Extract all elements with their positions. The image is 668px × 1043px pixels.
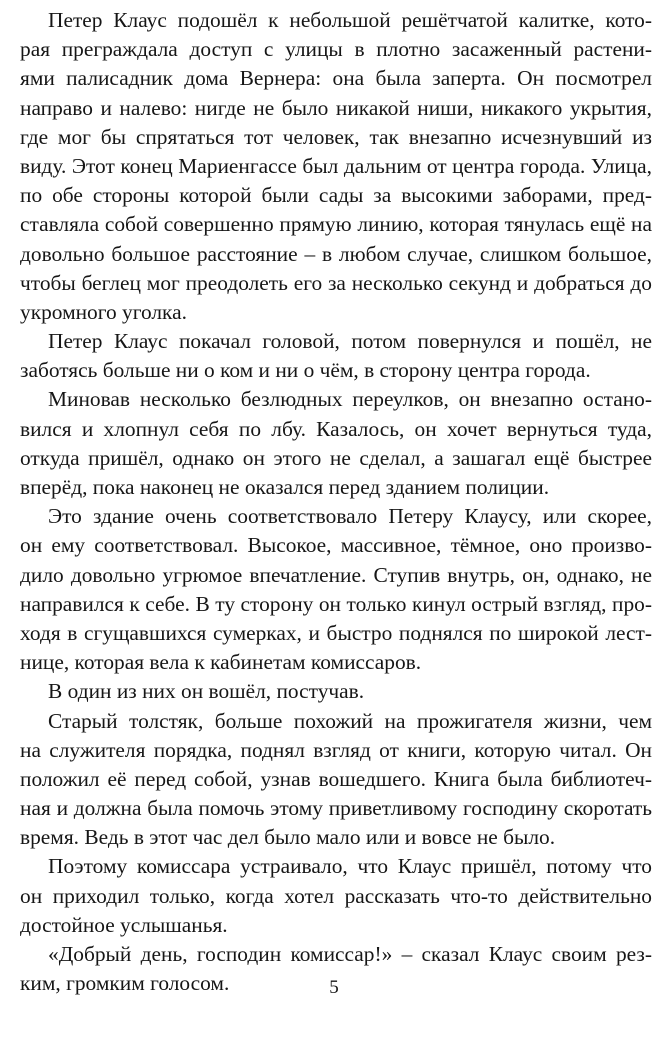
text-line: ходя в сгущавшихся сумерках, и быстро поднялся по широкой лест- <box>20 620 652 645</box>
text-line: где мог бы спрятаться тот человек, так внезапно исчезнувший из <box>20 124 652 149</box>
text-line: ями палисадник дома Вернера: она была заперта. Он посмотрел <box>20 66 652 91</box>
text-line: ким, громким голосом. <box>20 971 230 996</box>
body-text <box>20 6 652 998</box>
text-line: виду. Этот конец Мариенгассе был дальним от центра города. Улица, <box>20 153 652 178</box>
text-line: В один из них он вошёл, постучав. <box>48 679 365 704</box>
text-line: нице, которая вела к кабинетам комиссаров. <box>20 650 422 675</box>
text-line: Миновав несколько безлюдных переулков, он внезапно остано- <box>48 387 652 412</box>
text-line: рая преграждала доступ с улицы в плотно засаженный растени- <box>20 37 652 62</box>
text-line: ная и должна была помочь этому приветливому господину скоротать <box>20 796 652 821</box>
text-line: вперёд, пока наконец не оказался перед зданием полиции. <box>20 475 550 499</box>
text-line: положил её перед собой, узнав вошедшего. Книга была библиотеч- <box>20 766 652 791</box>
text-line: достойное услышанья. <box>20 912 228 937</box>
text-line: Это здание очень соответствовало Петеру Клаусу, или скорее, <box>48 504 652 529</box>
text-line: направился к себе. В ту сторону он только кинул острый взгляд, про- <box>20 591 652 616</box>
text-line: время. Ведь в этот час дел было мало или и вовсе не было. <box>20 825 556 850</box>
text-line: на служителя порядка, поднял взгляд от книги, которую читал. Он <box>20 737 652 762</box>
text-line: заботясь больше ни о ком и ни о чём, в сторону центра города. <box>20 358 591 383</box>
text-line: направо и налево: нигде не было никакой ниши, никакого укрытия, <box>20 95 652 120</box>
text-line: он ему соответствовал. Высокое, массивное, тёмное, оно произво- <box>20 533 652 558</box>
text-line: укромного уголка. <box>20 299 187 324</box>
text-line: дило довольно угрюмое впечатление. Ступив внутрь, он, однако, не <box>20 562 652 587</box>
text-line: Поэтому комиссара устраивало, что Клаус пришёл, потому что <box>48 854 652 879</box>
text-line: вился и хлопнул себя по лбу. Казалось, он хочет вернуться туда, <box>20 416 652 441</box>
page-number: 5 <box>329 977 339 998</box>
text-line: Старый толстяк, больше похожий на прожигателя жизни, чем <box>48 708 652 733</box>
text-line: «Добрый день, господин комиссар!» – сказал Клаус своим рез- <box>48 942 652 966</box>
text-line: Петер Клаус покачал головой, потом повернулся и пошёл, не <box>48 329 652 354</box>
text-line: откуда пришёл, однако он этого не сделал, а зашагал ещё быстрее <box>20 445 652 470</box>
text-line: довольно большое расстояние – в любом случае, слишком большое, <box>20 241 652 266</box>
text-line: по обе стороны которой были сады за высокими заборами, пред- <box>20 183 652 208</box>
text-line: ставляла собой совершенно прямую линию, которая тянулась ещё на <box>20 212 652 237</box>
text-line: чтобы беглец мог преодолеть его за несколько секунд и добраться до <box>20 270 652 295</box>
text-line: он приходил только, когда хотел рассказать что-то действительно <box>20 883 652 908</box>
text-line: Петер Клаус подошёл к небольшой решётчатой калитке, кото- <box>48 8 652 32</box>
